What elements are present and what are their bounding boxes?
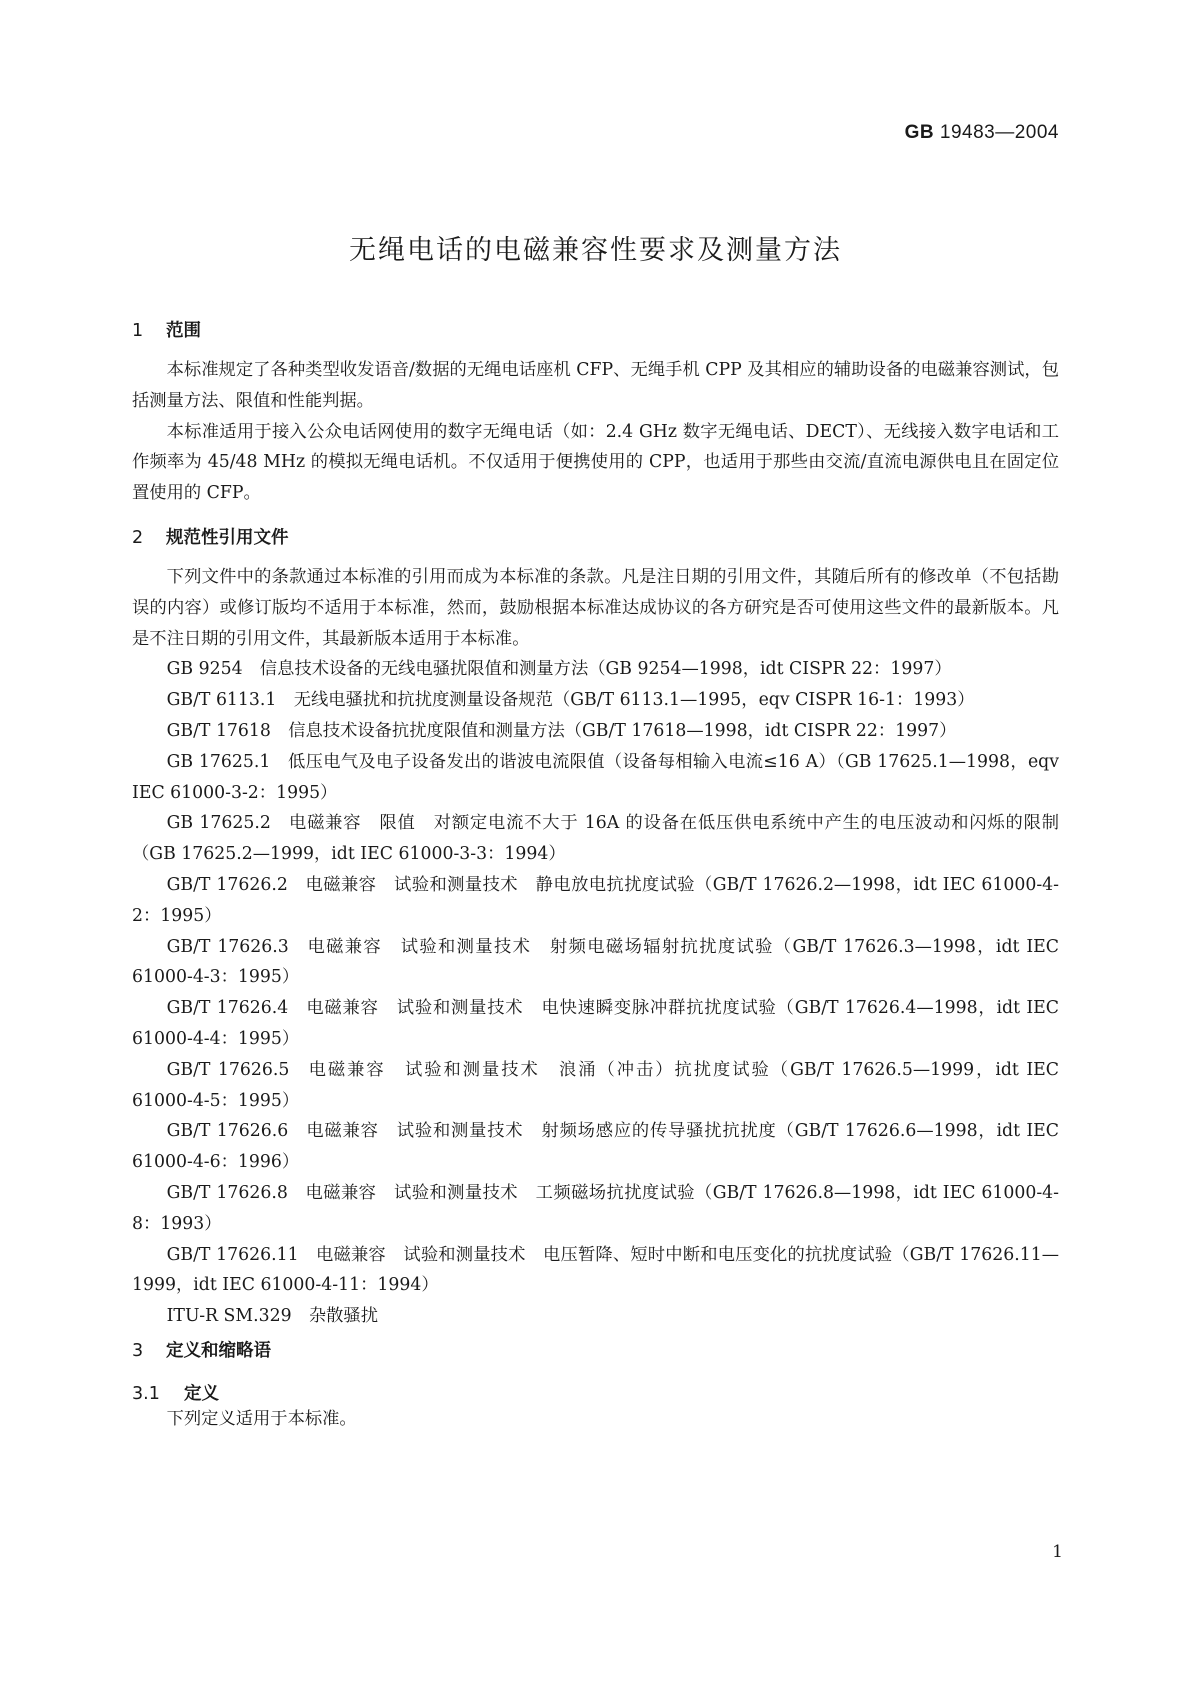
section-3-1-heading [132,1380,219,1405]
page-number: 1 [1052,1542,1063,1562]
reference-item [132,808,1059,870]
reference-item [132,1301,1059,1332]
reference-code: GB/T 17626.5 [166,1059,290,1080]
reference-item [132,932,1059,994]
section-2-body [132,562,1059,1332]
reference-code: GB/T 17626.3 [166,936,289,957]
reference-item [132,870,1059,932]
section-2-intro: 下列文件中的条款通过本标准的引用而成为本标准的条款。凡是注日期的引用文件，其随后所有的修改单（不包括勘误的内容）或修订版均不适用于本标准，然而，鼓励根据本标准达成协议的各方研究是否可使用这些文件的最新版本。凡是不注日期的引用文件，其最新版本适用于本标准。 [132,567,1059,649]
standard-prefix: GB [904,122,935,143]
reference-code: GB 17625.2 [166,813,271,834]
reference-item [132,1055,1059,1117]
reference-title: 信息技术设备的无线电骚扰限值和测量方法（GB 9254—1998，idt CISPR 22：1997） [259,659,952,680]
section-1-number: 1 [132,321,144,341]
reference-title: 杂散骚扰 [308,1306,378,1327]
reference-item [132,993,1059,1055]
reference-code: GB/T 17626.4 [166,998,289,1019]
reference-code: GB/T 17626.8 [166,1182,288,1203]
reference-title: 电磁兼容 试验和测量技术 射频电磁场辐射抗扰度试验（GB/T 17626.3—1998，idt IEC 61000-4-3：1995） [132,936,1059,988]
reference-code: GB/T 17626.11 [166,1244,299,1265]
section-2-number: 2 [132,528,144,548]
reference-item [132,716,1059,747]
reference-title: 电磁兼容 限值 对额定电流不大于 16A 的设备在低压供电系统中产生的电压波动和闪烁的限制（GB 17625.2—1999，idt IEC 61000-3-3：1994） [132,813,1059,865]
reference-title: 电磁兼容 试验和测量技术 浪涌（冲击）抗扰度试验（GB/T 17626.5—1999，idt IEC 61000-4-5：1995） [132,1059,1060,1111]
standard-number: 19483—2004 [939,122,1059,143]
reference-code: GB/T 17618 [166,720,271,741]
reference-title: 低压电气及电子设备发出的谐波电流限值（设备每相输入电流≤16 A）（GB 17625.1—1998，eqv IEC 61000-3-2：1995） [132,751,1059,803]
reference-item [132,1178,1059,1240]
section-3-heading [132,1337,271,1362]
reference-code: GB 9254 [166,659,243,680]
section-3-1-number: 3.1 [132,1384,160,1404]
section-3-1-title: 定义 [184,1384,219,1404]
section-3-1-text: 下列定义适用于本标准。 [166,1409,357,1429]
section-1-paragraph: 本标准规定了各种类型收发语音/数据的无绳电话座机 CFP、无绳手机 CPP 及其相应的辅助设备的电磁兼容测试，包括测量方法、限值和性能判据。 [132,360,1059,411]
normative-reference-list [132,654,1059,1332]
section-3-number: 3 [132,1341,144,1361]
standard-code [905,122,1059,144]
reference-title: 电磁兼容 试验和测量技术 静电放电抗扰度试验（GB/T 17626.2—1998，idt IEC 61000-4-2：1995） [132,874,1059,926]
document-title: 无绳电话的电磁兼容性要求及测量方法 [349,235,842,266]
reference-code: GB/T 17626.6 [166,1121,289,1142]
reference-title: 无线电骚扰和抗扰度测量设备规范（GB/T 6113.1—1995，eqv CISPR 16-1：1993） [293,690,975,711]
section-1-heading [132,317,201,342]
section-3-title: 定义和缩略语 [166,1341,271,1361]
reference-item [132,1240,1059,1302]
reference-title: 信息技术设备抗扰度限值和测量方法（GB/T 17618—1998，idt CISPR 22：1997） [288,720,957,741]
section-3-1-body [132,1404,1059,1435]
reference-item [132,1116,1059,1178]
reference-code: ITU-R SM.329 [166,1306,292,1327]
reference-code: GB 17625.1 [166,751,271,772]
reference-title: 电磁兼容 试验和测量技术 射频场感应的传导骚扰抗扰度（GB/T 17626.6—1998，idt IEC 61000-4-6：1996） [132,1121,1060,1173]
reference-title: 电磁兼容 试验和测量技术 工频磁场抗扰度试验（GB/T 17626.8—1998，idt IEC 61000-4-8：1993） [132,1182,1059,1234]
reference-title: 电磁兼容 试验和测量技术 电压暂降、短时中断和电压变化的抗扰度试验（GB/T 17626.11—1999，idt IEC 61000-4-11：1994） [132,1244,1059,1296]
reference-item [132,654,1059,685]
section-1-title: 范围 [166,321,201,341]
reference-code: GB/T 17626.2 [166,874,288,895]
section-2-title: 规范性引用文件 [166,528,289,548]
section-2-heading [132,524,289,549]
reference-item [132,685,1059,716]
reference-code: GB/T 6113.1 [166,690,277,711]
section-1-paragraph: 本标准适用于接入公众电话网使用的数字无绳电话（如：2.4 GHz 数字无绳电话、DECT）、无线接入数字电话和工作频率为 45/48 MHz 的模拟无绳电话机。不仅适用于便携使用的 CPP，也适用于那些由交流/直流电源供电且在固定位置使用的 CFP。 [132,421,1059,504]
section-1-body [132,355,1059,509]
reference-item [132,747,1059,809]
reference-title: 电磁兼容 试验和测量技术 电快速瞬变脉冲群抗扰度试验（GB/T 17626.4—1998，idt IEC 61000-4-4：1995） [132,998,1060,1049]
